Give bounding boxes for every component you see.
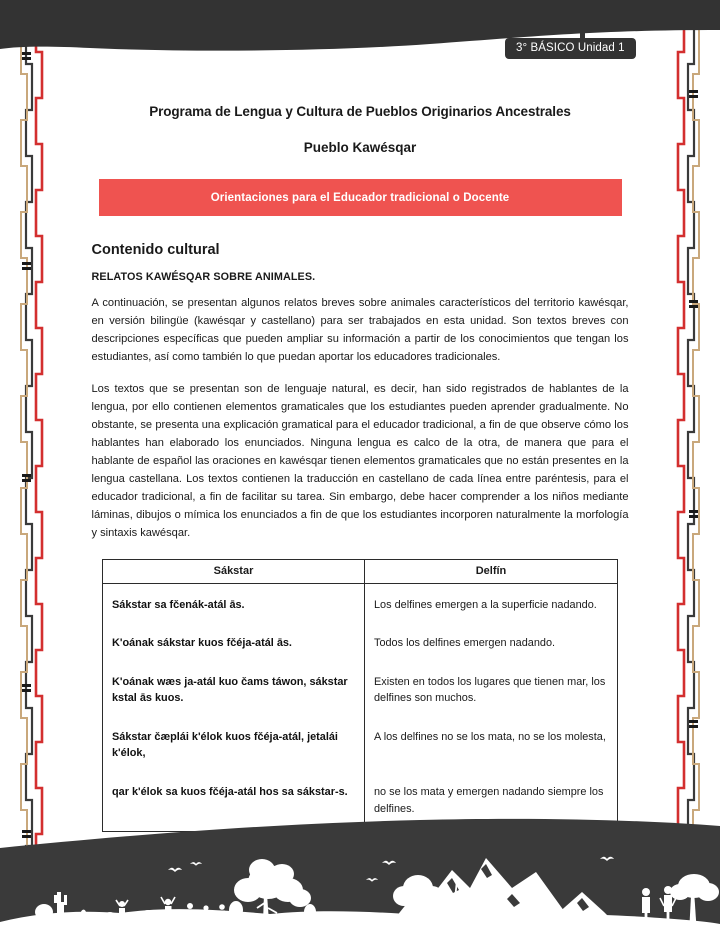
- body-text-area: [92, 216, 629, 543]
- cell-kawesqar: Sákstar čæplái k'élok kuos fčéja-atál, jetalái k'élok,: [103, 719, 365, 774]
- table-row: [103, 719, 618, 774]
- orientation-banner: [99, 179, 622, 216]
- cell-kawesqar: K'oának wæs ja-atál kuo čams táwon, sákstar kstal ās kuos.: [103, 664, 365, 719]
- cell-kawesqar: K'oának sákstar kuos fčéja-atál ās.: [103, 625, 365, 664]
- table-row: [103, 664, 618, 719]
- table-header-kawesqar: Sákstar: [103, 559, 365, 583]
- table-row: [103, 583, 618, 625]
- footer-landscape-illustration: [0, 814, 720, 932]
- section-heading: Contenido cultural: [91, 242, 220, 258]
- cell-kawesqar: Sákstar sa fčenák-atál ās.: [103, 583, 365, 625]
- table-header-row: [103, 559, 618, 583]
- cell-spanish: A los delfines no se los mata, no se los molesta,: [365, 719, 618, 774]
- cell-kawesqar: qar k'élok sa kuos fčéja-atál hos sa sákstar-s.: [103, 774, 365, 832]
- title-block: [0, 104, 720, 155]
- cell-spanish: Todos los delfines emergen nadando.: [365, 625, 618, 664]
- cell-spanish: no se los mata y emergen nadando siempre los delfines.: [365, 774, 618, 832]
- cell-spanish: Los delfines emergen a la superficie nadando.: [365, 583, 618, 625]
- cell-spanish: Existen en todos los lugares que tienen mar, los delfines son muchos.: [365, 664, 618, 719]
- bilingual-story-table: [102, 559, 618, 833]
- table-row: [103, 625, 618, 664]
- decorative-border-left: [12, 30, 58, 870]
- paragraph-2: Los textos que se presentan son de lenguaje natural, es decir, han sido registrados de hablantes de la lengua, por ello contienen elementos gramaticales que los estudiantes pueden aprender gradualmente. No obstante, se presenta una explicación gramatical para el educador tradicional, a fin de que observe cómo los hablantes han elaborado los enunciados. Ninguna lengua es calco de la otra, de manera que para el hablante de español las oraciones en kawésqar tienen elementos gramaticales que no están presentes en la lengua castellana. Los textos contienen la traducción en castellano de cada línea entre paréntesis, para el educador tradicional, a fin de facilitar su tarea. Sin embargo, debe hacer comprender a los niños mediante láminas, dibujos o mímica los enunciados a fin de que los estudiantes incorporen naturalmente la morfología y sintaxis kawésqar.: [91, 382, 629, 539]
- section-lead-line: RELATOS KAWÉSQAR SOBRE ANIMALES.: [91, 271, 316, 283]
- decorative-border-right: [662, 30, 708, 870]
- orientation-banner-label: Orientaciones para el Educador tradicional o Docente: [210, 191, 510, 204]
- page-title: Programa de Lengua y Cultura de Pueblos Originarios Ancestrales: [149, 104, 571, 119]
- paragraph-1: A continuación, se presentan algunos relatos breves sobre animales característicos del territorio kawésqar, en versión bilingüe (kawésqar y castellano) para ser trabajados en esta unidad. Son textos breves con descripciones específicas que pueden ampliar su información a partir de los conocimientos que tengan los estudiantes, así como también lo que puedan aportar los educadores tradicionales.: [91, 297, 629, 363]
- page-subtitle: Pueblo Kawésqar: [303, 140, 417, 155]
- unit-badge: 3° BÁSICO Unidad 1: [505, 38, 636, 59]
- table-header-spanish: Delfín: [365, 559, 618, 583]
